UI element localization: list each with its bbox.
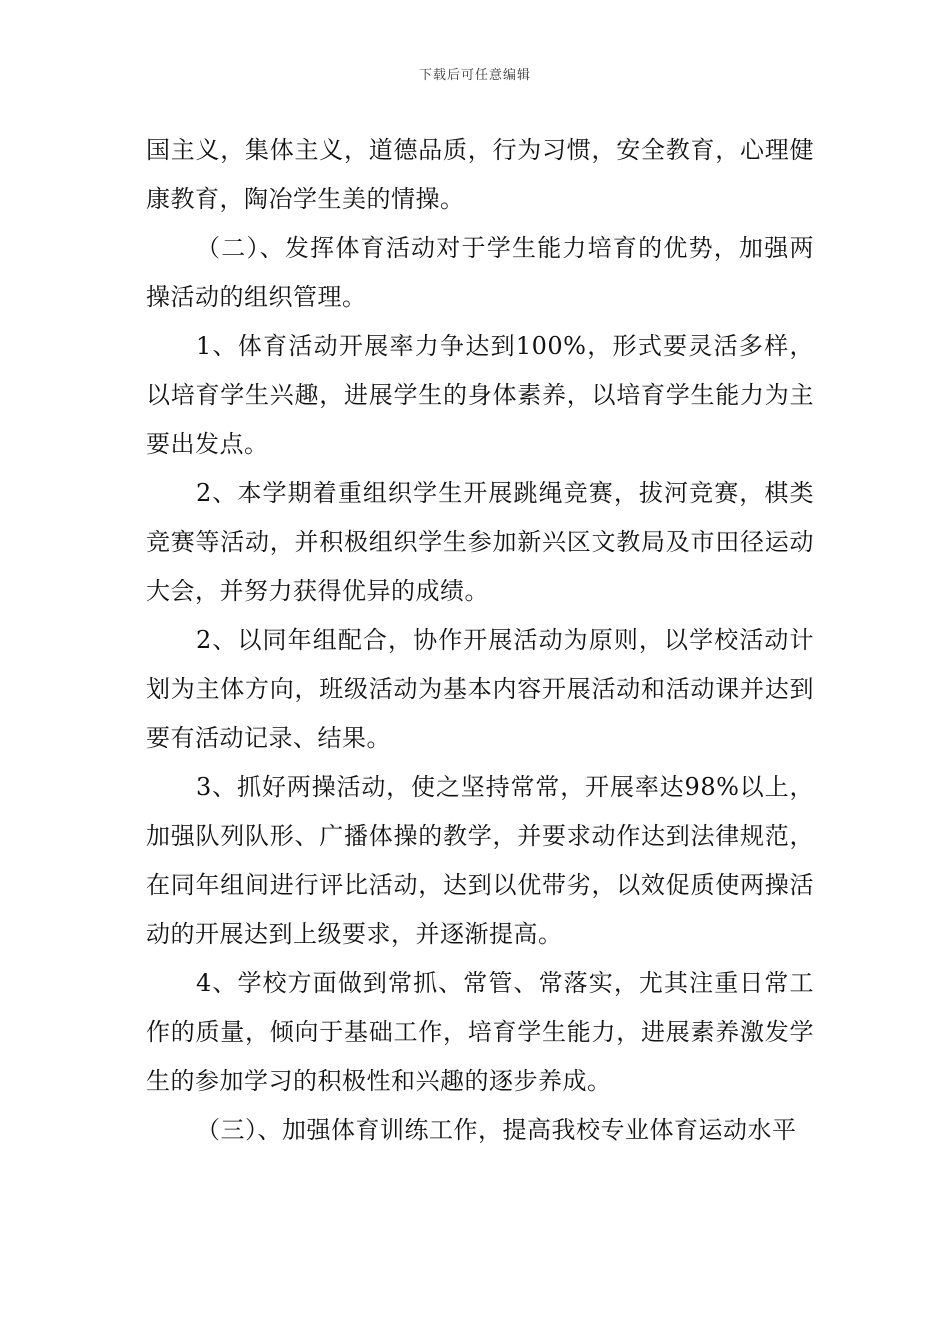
paragraph: （三）、加强体育训练工作，提高我校专业体育运动水平: [196, 1116, 797, 1144]
paragraph: 国主义，集体主义，道德品质，行为习惯，安全教育，心理健康教育，陶冶学生美的情操。: [146, 136, 814, 213]
paragraph: 2、本学期着重组织学生开展跳绳竞赛，拔河竞赛，棋类竞赛等活动，并积极组织学生参加新兴区文教局及市田径运动大会，并努力获得优异的成绩。: [146, 479, 814, 605]
paragraph: （二）、发挥体育活动对于学生能力培育的优势，加强两操活动的组织管理。: [146, 234, 814, 311]
paragraph: 3、抓好两操活动，使之坚持常常，开展率达98%以上，加强队列队形、广播体操的教学，并要求动作达到法律规范，在同年组间进行评比活动，达到以优带劣，以效促质使两操活动的开展达到上级要求，并逐渐提高。: [146, 773, 814, 948]
page-header-note: 下载后可任意编辑: [418, 68, 531, 83]
paragraph: 2、以同年组配合，协作开展活动为原则，以学校活动计划为主体方向，班级活动为基本内容开展活动和活动课并达到要有活动记录、结果。: [146, 626, 814, 752]
paragraph: 1、体育活动开展率力争达到100%，形式要灵活多样，以培育学生兴趣，进展学生的身体素养，以培育学生能力为主要出发点。: [146, 332, 814, 458]
paragraph: 4、学校方面做到常抓、常管、常落实，尤其注重日常工作的质量，倾向于基础工作，培育学生能力，进展素养激发学生的参加学习的积极性和兴趣的逐步养成。: [146, 969, 814, 1095]
document-body: [146, 126, 814, 1155]
